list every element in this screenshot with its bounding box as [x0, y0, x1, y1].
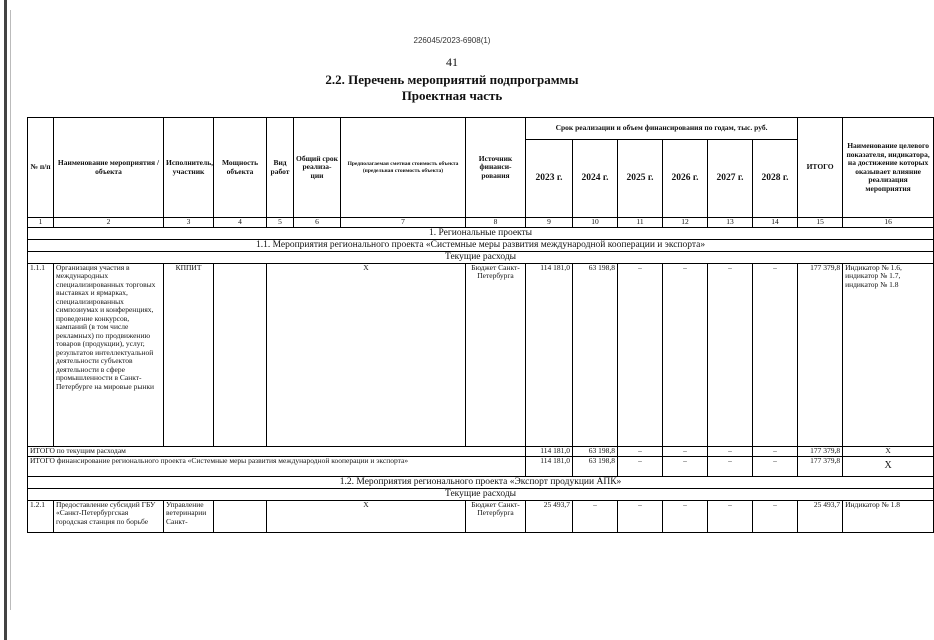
- header-total-term: Общий срок реализа- ции: [294, 118, 341, 218]
- column-number: 13: [708, 218, 753, 228]
- row-indicator: Индикатор № 1.6, индикатор № 1.7, индикатор № 1.8: [843, 263, 934, 446]
- column-number: 3: [164, 218, 214, 228]
- column-number: 9: [526, 218, 573, 228]
- total-current-2028: –: [753, 446, 798, 456]
- row-capacity: [214, 263, 267, 446]
- row-value-2023: 25 493,7: [526, 500, 573, 532]
- total-project-row: [28, 456, 934, 476]
- row-value-2025: –: [618, 263, 663, 446]
- column-number: 11: [618, 218, 663, 228]
- page-number: 41: [446, 55, 458, 69]
- expense-type-heading: Текущие расходы: [28, 488, 934, 500]
- row-name: Организация участия в международных специализированных торговых выставках и ярмарках, специализированных симпозиумах и конференциях, проведение конкурсов, кампаний (в том числе рекламных) по продвижению товаров (продукции), услуг, результатов интеллектуальной деятельности субъектов деятельности в сфере промышленности в Санкт-Петербурге на мировые рынки: [54, 263, 164, 446]
- column-number: 4: [214, 218, 267, 228]
- row-value-2024: –: [573, 500, 618, 532]
- column-number: 1: [28, 218, 54, 228]
- activities-table: [27, 117, 934, 533]
- total-project-mark: X: [843, 456, 934, 476]
- row-value-2024: 63 198,8: [573, 263, 618, 446]
- column-number: 16: [843, 218, 934, 228]
- total-project-2024: 63 198,8: [573, 456, 618, 476]
- row-value-2026: –: [663, 500, 708, 532]
- header-period-group: Срок реализации и объем финансирования по годам, тыс. руб.: [526, 118, 798, 140]
- section-heading: 1. Региональные проекты: [28, 227, 934, 239]
- header-year: 2028 г.: [753, 140, 798, 218]
- column-number: 5: [267, 218, 294, 228]
- header-year: 2026 г.: [663, 140, 708, 218]
- column-numbers-row: [28, 218, 934, 228]
- header-work-type: Вид работ: [267, 118, 294, 218]
- row-total: 177 379,8: [798, 263, 843, 446]
- column-number: 10: [573, 218, 618, 228]
- expense-type-heading: Текущие расходы: [28, 251, 934, 263]
- header-source: Источник финанси- рования: [466, 118, 526, 218]
- table-row: [28, 263, 934, 446]
- header-year: 2023 г.: [526, 140, 573, 218]
- total-project-total: 177 379,8: [798, 456, 843, 476]
- row-capacity: [214, 500, 267, 532]
- column-number: 2: [54, 218, 164, 228]
- total-current-row: [28, 446, 934, 456]
- row-num: 1.1.1: [28, 263, 54, 446]
- row-executor: КППИТ: [164, 263, 214, 446]
- row-name: Предоставление субсидий ГБУ «Санкт-Петербургская городская станция по борьбе: [54, 500, 164, 532]
- row-value-2023: 114 181,0: [526, 263, 573, 446]
- row-source: Бюджет Санкт-Петербурга: [466, 263, 526, 446]
- header-capacity: Мощность объекта: [214, 118, 267, 218]
- total-project-2027: –: [708, 456, 753, 476]
- header-executor: Исполнитель, участник: [164, 118, 214, 218]
- column-number: 14: [753, 218, 798, 228]
- row-term: X: [267, 500, 466, 532]
- document-id: 226045/2023-6908(1): [413, 36, 491, 45]
- page-title: 2.2. Перечень мероприятий подпрограммы: [325, 72, 579, 87]
- row-indicator: Индикатор № 1.8: [843, 500, 934, 532]
- total-current-total: 177 379,8: [798, 446, 843, 456]
- column-number: 6: [294, 218, 341, 228]
- row-term: X: [267, 263, 466, 446]
- header-year: 2027 г.: [708, 140, 753, 218]
- row-value-2027: –: [708, 263, 753, 446]
- row-value-2025: –: [618, 500, 663, 532]
- total-current-2026: –: [663, 446, 708, 456]
- total-current-2023: 114 181,0: [526, 446, 573, 456]
- total-current-2027: –: [708, 446, 753, 456]
- column-number: 7: [341, 218, 466, 228]
- column-number: 8: [466, 218, 526, 228]
- row-num: 1.2.1: [28, 500, 54, 532]
- table-row: [28, 500, 934, 532]
- total-current-mark: X: [843, 446, 934, 456]
- total-project-label: ИТОГО финансирование регионального проекта «Системные меры развития международной кооперации и экспорта»: [28, 456, 526, 476]
- header-estimated-cost: Предполагаемая сметная стоимость объекта (предельная стоимость объекта): [341, 118, 466, 218]
- total-project-2028: –: [753, 456, 798, 476]
- total-project-2026: –: [663, 456, 708, 476]
- column-number: 15: [798, 218, 843, 228]
- column-number: 12: [663, 218, 708, 228]
- row-value-2026: –: [663, 263, 708, 446]
- header-year: 2025 г.: [618, 140, 663, 218]
- row-executor: Управление ветеринарии Санкт-: [164, 500, 214, 532]
- page-subtitle: Проектная часть: [401, 88, 503, 103]
- total-current-label: ИТОГО по текущим расходам: [28, 446, 526, 456]
- total-current-2025: –: [618, 446, 663, 456]
- row-value-2027: –: [708, 500, 753, 532]
- header-total: ИТОГО: [798, 118, 843, 218]
- header-num: № п/п: [28, 118, 54, 218]
- total-project-2025: –: [618, 456, 663, 476]
- row-value-2028: –: [753, 263, 798, 446]
- row-value-2028: –: [753, 500, 798, 532]
- total-current-2024: 63 198,8: [573, 446, 618, 456]
- row-total: 25 493,7: [798, 500, 843, 532]
- header-indicator: Наименование целевого показателя, индикатора, на достижение которых оказывает влияние реализация мероприятия: [843, 118, 934, 218]
- header-year: 2024 г.: [573, 140, 618, 218]
- row-source: Бюджет Санкт-Петербурга: [466, 500, 526, 532]
- project-heading: 1.1. Мероприятия регионального проекта «Системные меры развития международной кооперации и экспорта»: [28, 239, 934, 251]
- header-name: Наименование мероприятия / объекта: [54, 118, 164, 218]
- project-heading: 1.2. Мероприятия регионального проекта «Экспорт продукции АПК»: [28, 476, 934, 488]
- total-project-2023: 114 181,0: [526, 456, 573, 476]
